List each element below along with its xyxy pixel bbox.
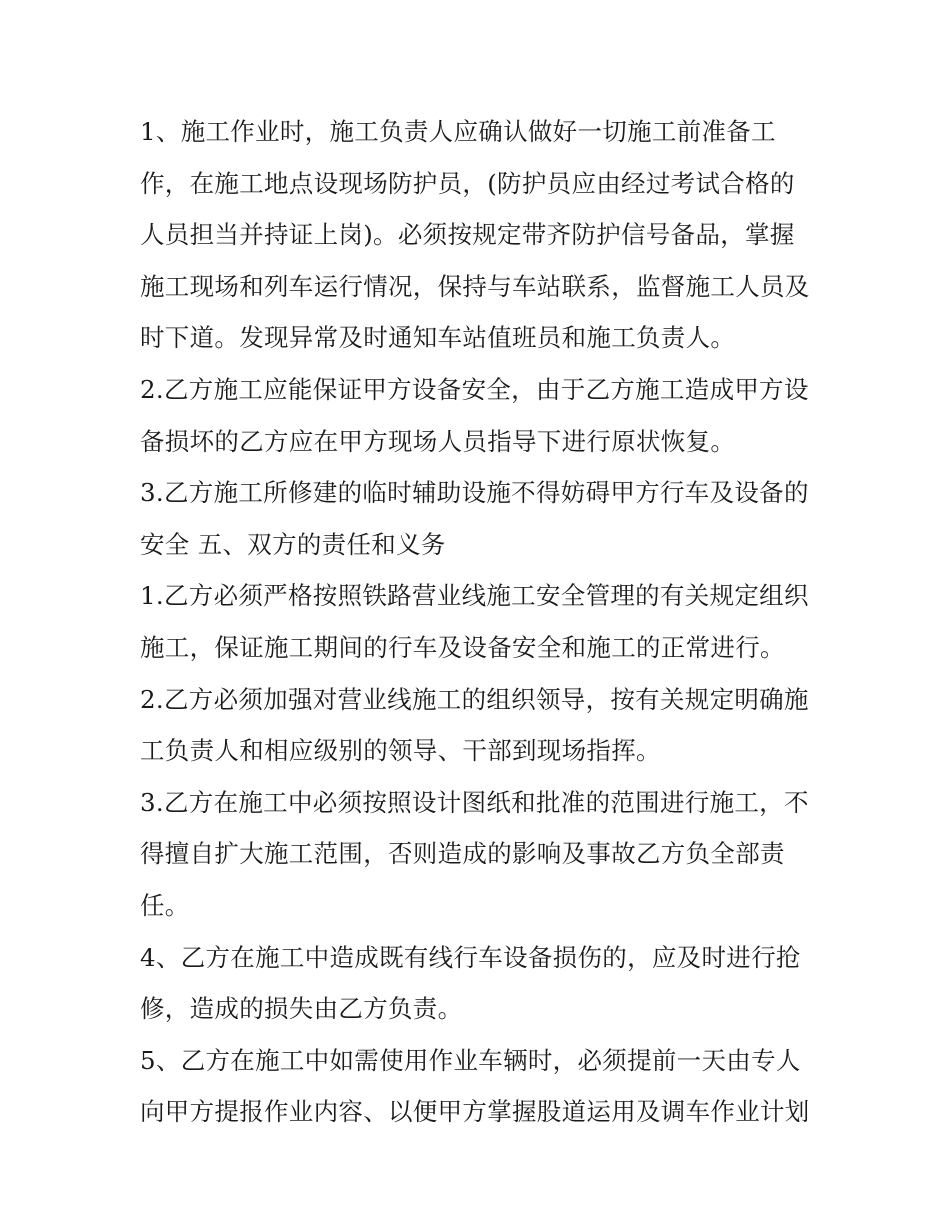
text-line: 得擅自扩大施工范围，否则造成的影响及事故乙方负全部责 <box>140 839 785 869</box>
text-line: 3.乙方施工所修建的临时辅助设施不得妨碍甲方行车及设备的 <box>140 478 809 508</box>
text-line: 安全 五、双方的责任和义务 <box>140 529 446 559</box>
text-line: 2.乙方必须加强对营业线施工的组织领导，按有关规定明确施 <box>140 684 809 714</box>
text-line: 施工，保证施工期间的行车及设备安全和施工的正常进行。 <box>140 632 785 662</box>
text-line: 备损坏的乙方应在甲方现场人员指导下进行原状恢复。 <box>140 426 736 456</box>
text-line: 工负责人和相应级别的领导、干部到现场指挥。 <box>140 736 661 766</box>
text-line: 修，造成的损失由乙方负责。 <box>140 994 463 1024</box>
text-line: 4、乙方在施工中造成既有线行车设备损伤的，应及时进行抢 <box>140 942 801 972</box>
text-line: 向甲方提报作业内容、以便甲方掌握股道运用及调车作业计划 <box>140 1097 810 1127</box>
text-line: 施工现场和列车运行情况，保持与车站联系，监督施工人员及 <box>140 271 810 301</box>
text-line: 1、施工作业时，施工负责人应确认做好一切施工前准备工 <box>140 117 776 146</box>
text-line: 人员担当并持证上岗)。必须按规定带齐防护信号备品，掌握 <box>140 220 795 250</box>
text-line: 作，在施工地点设现场防护员，(防护员应由经过考试合格的 <box>140 168 795 198</box>
text-line: 5、乙方在施工中如需使用作业车辆时，必须提前一天由专人 <box>140 1045 801 1075</box>
text-line: 任。 <box>140 890 190 920</box>
text-line: 1.乙方必须严格按照铁路营业线施工安全管理的有关规定组织 <box>140 581 809 611</box>
text-line: 2.乙方施工应能保证甲方设备安全，由于乙方施工造成甲方设 <box>140 374 809 404</box>
document-body <box>140 106 820 1138</box>
text-line: 时下道。发现异常及时通知车站值班员和施工负责人。 <box>140 323 736 353</box>
text-line: 3.乙方在施工中必须按照设计图纸和批准的范围进行施工，不 <box>140 787 809 817</box>
